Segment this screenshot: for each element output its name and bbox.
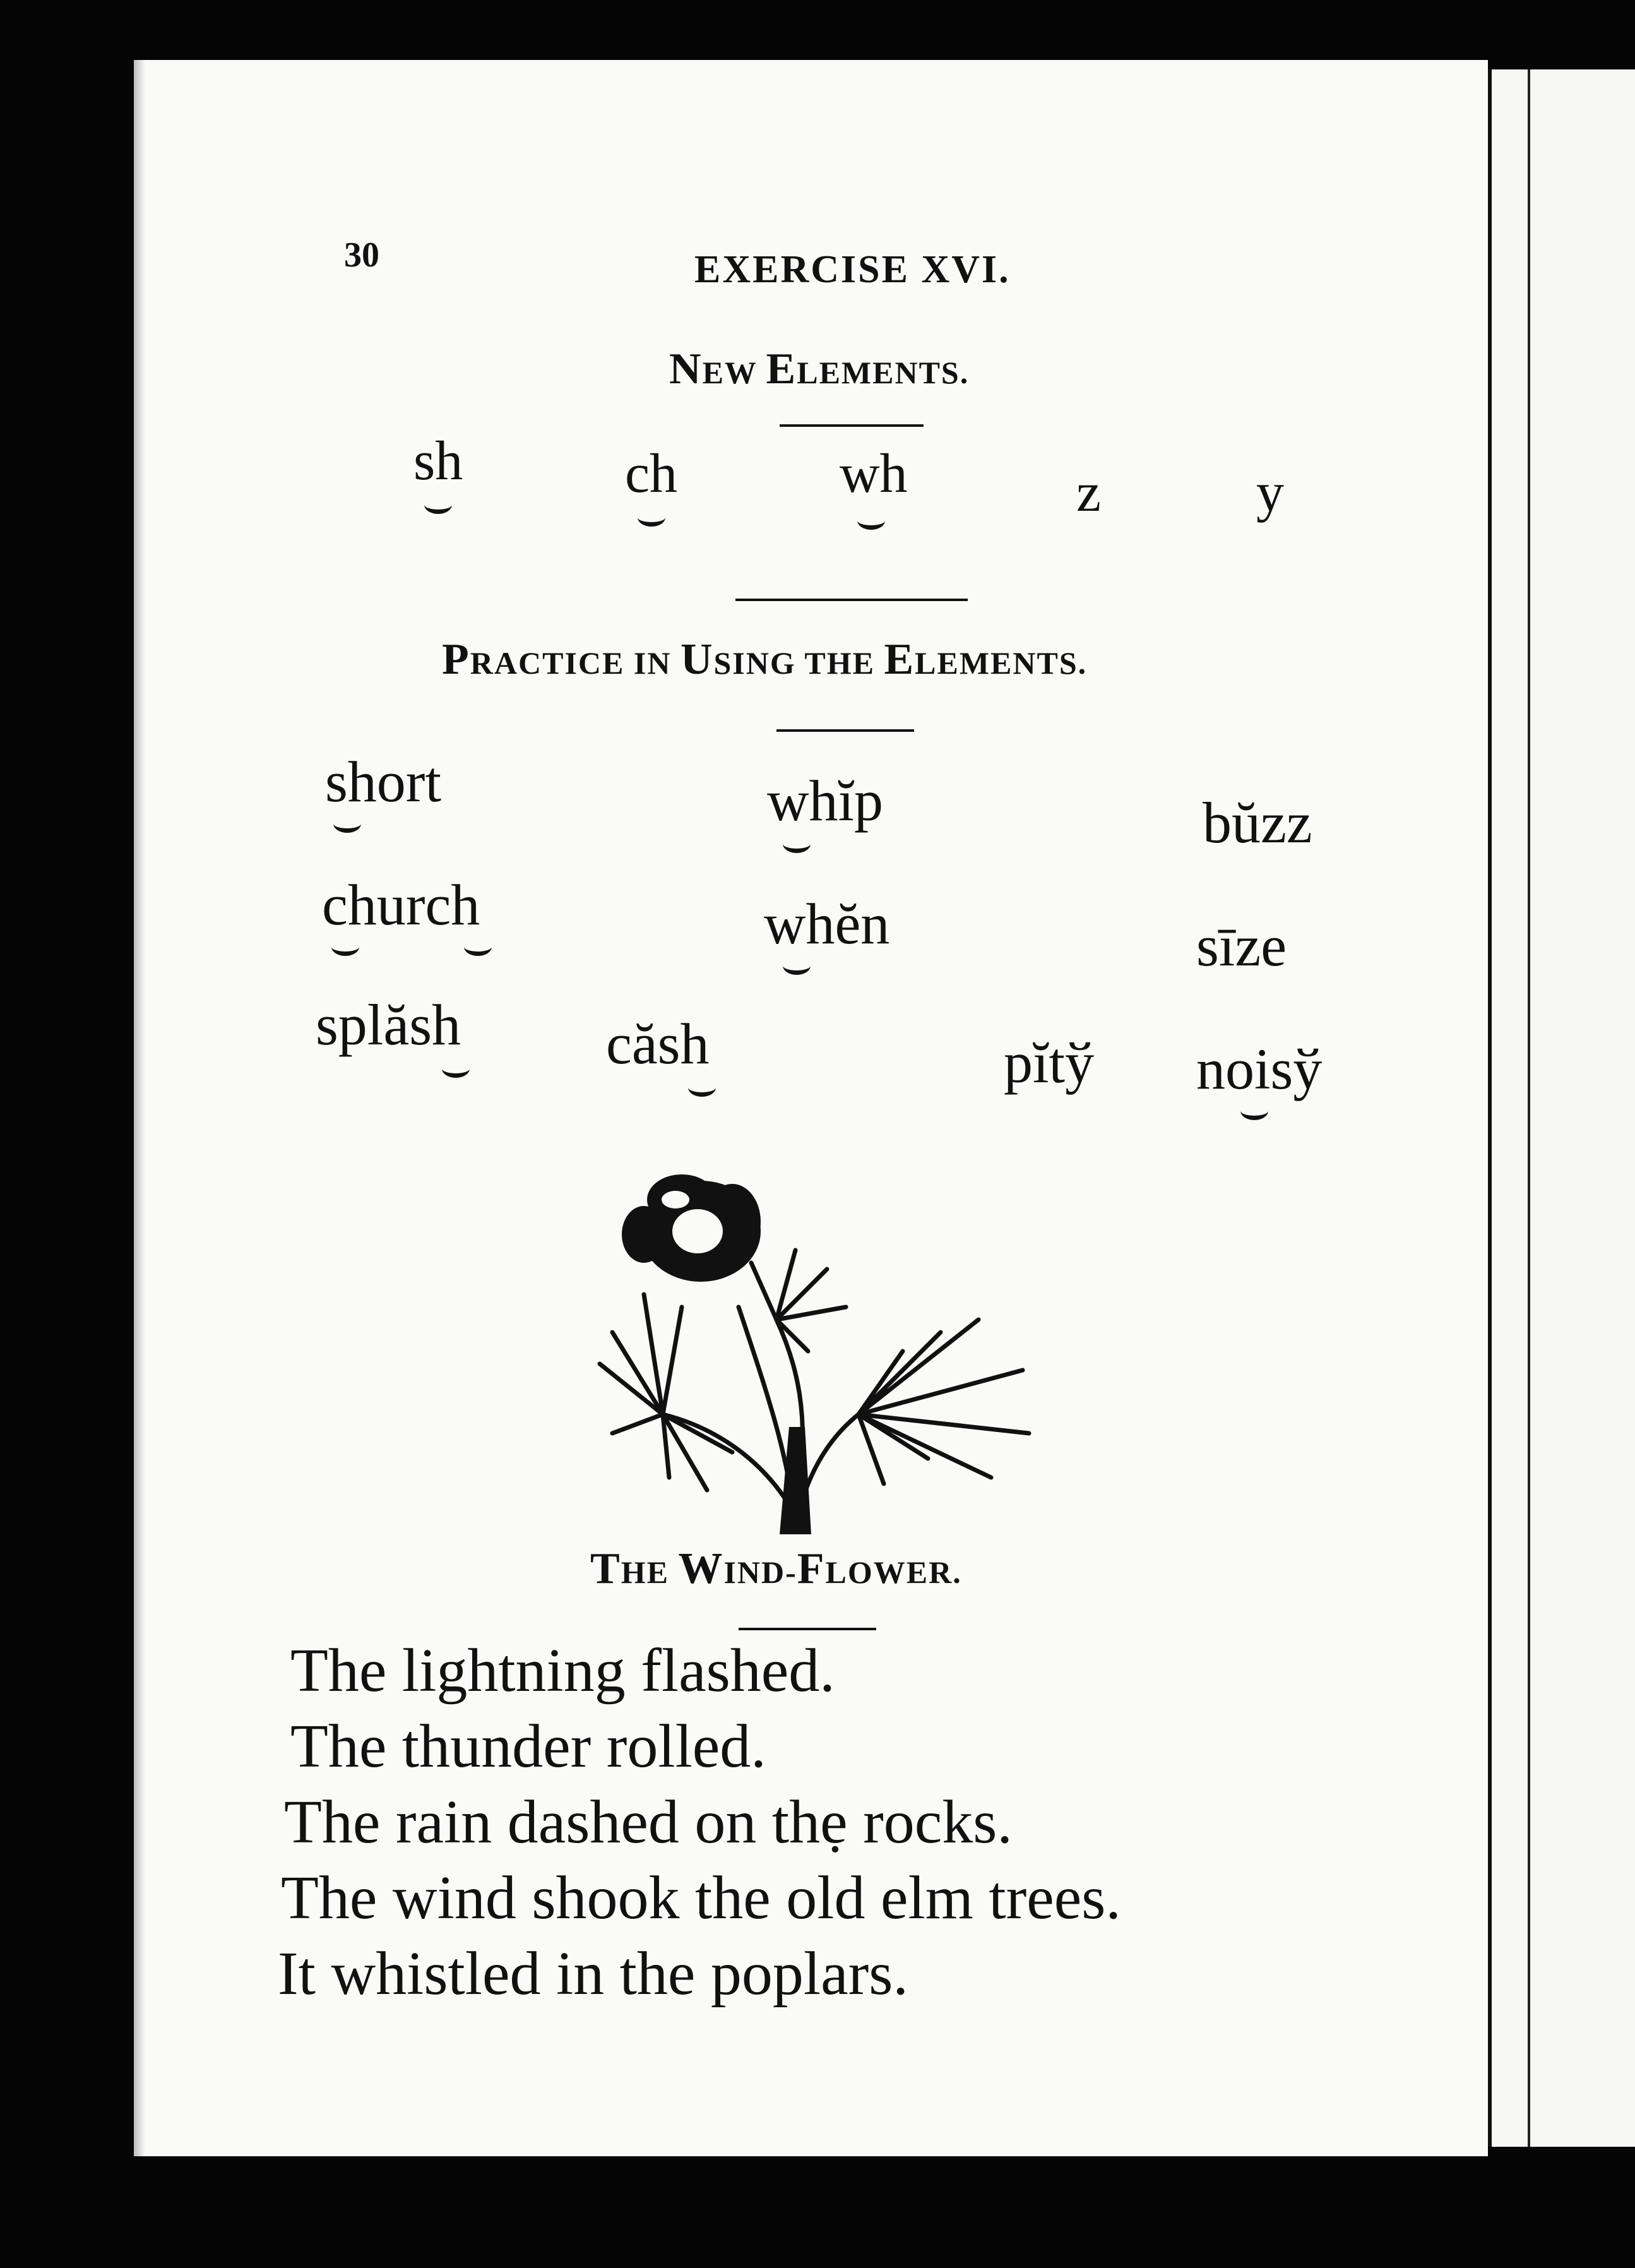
title-cap: F <box>797 1544 826 1593</box>
facing-page-rule <box>1528 69 1530 2147</box>
element-sh: sh <box>413 431 463 492</box>
new-elements-heading <box>669 344 969 395</box>
heading-small: RACTICE IN <box>470 645 681 681</box>
heading-rule <box>780 424 924 427</box>
title-cap: W <box>678 1544 724 1593</box>
diacritic-mark <box>857 511 885 530</box>
heading-cap: E <box>766 345 797 393</box>
title-rule <box>739 1628 876 1630</box>
practice-word-pity: pĭtў <box>1004 1030 1095 1095</box>
practice-word-splash: splăsh <box>316 993 461 1057</box>
element-ch: ch <box>625 443 678 504</box>
practice-word-whip: whĭp <box>767 768 883 833</box>
diacritic-mark <box>1240 1102 1268 1120</box>
diacritic-mark <box>638 508 665 527</box>
story-line: The thunder rolled. <box>290 1712 766 1781</box>
diacritic-mark <box>331 938 359 956</box>
heading-small: LEMENTS. <box>915 645 1088 681</box>
practice-word-size: sīze <box>1196 914 1287 978</box>
story-line: The lightning flashed. <box>290 1637 835 1705</box>
element-z: z <box>1076 462 1102 523</box>
story-line: The rain dashed on thẹ rocks. <box>284 1788 1013 1856</box>
diacritic-mark <box>464 938 492 956</box>
practice-word-short: short <box>325 749 441 814</box>
practice-word-when: whĕn <box>764 892 890 956</box>
heading-cap: U <box>680 635 714 684</box>
heading-small: LEMENTS. <box>797 355 970 390</box>
story-title <box>590 1544 962 1594</box>
practice-heading <box>442 635 1087 685</box>
section-rule <box>735 599 968 601</box>
diacritic-mark <box>424 496 452 514</box>
diacritic-mark <box>783 835 811 853</box>
diacritic-mark <box>442 1059 470 1078</box>
heading-cap: P <box>442 635 470 684</box>
story-line: It whistled in the poplars. <box>278 1940 908 2008</box>
practice-word-noisy: noisў <box>1196 1037 1323 1101</box>
heading-rule <box>776 729 914 732</box>
facing-page-edge <box>1488 69 1635 2147</box>
element-wh: wh <box>840 443 908 504</box>
heading-cap: N <box>669 345 703 393</box>
story-line: The wind shook the old elm trees. <box>281 1864 1121 1932</box>
diacritic-mark <box>783 957 811 975</box>
running-title: EXERCISE XVI. <box>694 248 1011 291</box>
practice-word-church: church <box>322 873 480 937</box>
title-cap: T <box>590 1544 621 1593</box>
diacritic-mark <box>333 815 361 833</box>
heading-small: SING THE <box>713 645 884 681</box>
practice-word-buzz: bŭzz <box>1203 791 1312 855</box>
page-number: 30 <box>344 236 379 275</box>
heading-small: EW <box>702 355 766 390</box>
title-small: IND- <box>723 1555 797 1590</box>
diacritic-mark <box>688 1078 716 1097</box>
title-small: LOWER. <box>825 1555 962 1590</box>
title-small: HE <box>621 1555 679 1590</box>
practice-word-cash: căsh <box>606 1012 710 1076</box>
heading-cap: E <box>884 635 915 684</box>
page-gutter-shadow <box>134 60 145 2156</box>
wind-flower-illustration <box>587 1162 1054 1534</box>
element-y: y <box>1256 462 1284 523</box>
